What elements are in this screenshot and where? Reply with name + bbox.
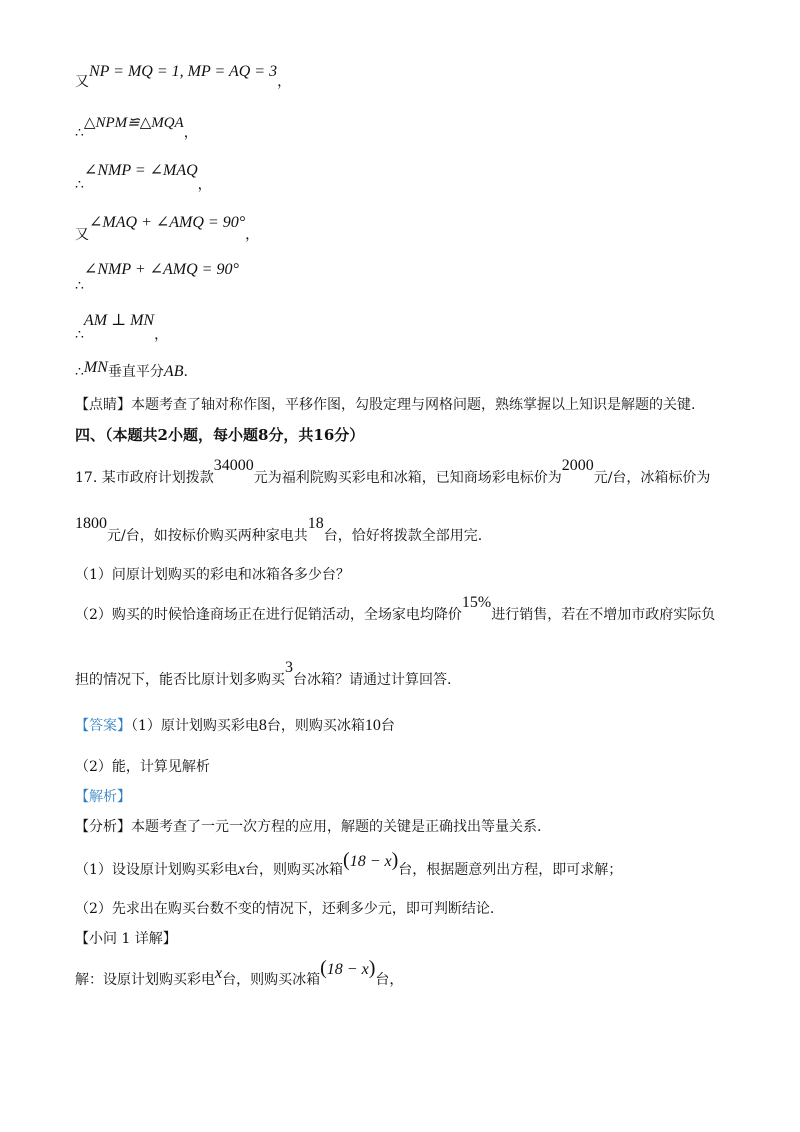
text-span: （1）设设原计划购买彩电 — [75, 862, 238, 878]
number: 10 — [364, 717, 381, 734]
punctuation: ， — [197, 177, 212, 193]
number: 2000 — [561, 457, 594, 474]
sub-heading-text: 【小问 1 详解】 — [75, 931, 177, 947]
math-variable: x — [237, 861, 246, 878]
punctuation: ， — [277, 74, 292, 90]
text-span: 台，则购买冰箱 — [266, 718, 365, 734]
number: 15% — [461, 594, 492, 611]
text-span: （2）购买的时候恰逢商场正在进行促销活动，全场家电均降价 — [75, 607, 462, 623]
proof-line-7 — [75, 359, 188, 380]
analysis-step-1 — [75, 849, 623, 878]
text-span: （2）先求出在购买台数不变的情况下，还剩多少元，即可判断结论. — [75, 901, 495, 917]
number: 1800 — [75, 515, 107, 532]
text-span: 进行销售，若在不增加市政府实际负 — [491, 607, 716, 623]
text-span: （1）问原计划购买的彩电和冰箱各多少台？ — [75, 567, 350, 583]
prefix-text: 又 — [75, 227, 89, 243]
math-expression: ∠NMP + ∠AMQ = 90° — [83, 261, 239, 278]
proof-line-5 — [75, 261, 239, 294]
text-span: （1）原计划购买彩电 — [131, 718, 259, 734]
proof-line-2 — [75, 115, 198, 141]
q17-part-2-cont — [75, 659, 452, 688]
analysis-step-2 — [75, 902, 494, 916]
therefore-symbol: ∴ — [75, 364, 84, 380]
text-span: 台 — [380, 718, 395, 734]
text-span: 台， — [375, 972, 404, 988]
math-expression: NP = MQ = 1, MP = AQ = 3 — [89, 63, 278, 80]
solution-line — [75, 957, 404, 988]
punctuation: ， — [245, 227, 260, 243]
text-span: 解：设原计划购买彩电 — [75, 972, 215, 988]
analysis-label-text: 【解析】 — [75, 789, 131, 805]
section-heading — [75, 428, 364, 443]
math-expression: AB — [163, 363, 184, 380]
analysis-fenxi — [75, 820, 541, 834]
text-span: 垂直平分 — [107, 364, 164, 380]
answer-line-2 — [75, 760, 210, 774]
proof-line-3 — [75, 162, 212, 193]
proof-line-6 — [75, 312, 169, 343]
text-span: 台，恰好将拨款全部用完. — [323, 528, 483, 544]
math-expression: ∠NMP = ∠MAQ — [83, 162, 198, 179]
q17-line-2 — [75, 515, 483, 544]
q17-part-2 — [75, 594, 716, 623]
proof-line-4 — [75, 214, 260, 243]
section-heading-text: 四、（本题共2小题，每小题8分，共16分） — [75, 426, 365, 444]
text-span: 台，根据题意列出方程，即可求解； — [398, 862, 623, 878]
math-expression: 18 − x — [349, 853, 392, 870]
number: 8 — [258, 717, 267, 734]
text-span: 元为福利院购买彩电和冰箱，已知商场彩电标价为 — [253, 470, 562, 486]
text-span: 【分析】本题考查了一元一次方程的应用，解题的关键是正确找出等量关系. — [75, 819, 542, 835]
text-span: 台冰箱？请通过计算回答. — [293, 672, 452, 688]
paren-close: ) — [391, 849, 399, 871]
math-expression: AM ⊥ MN — [83, 312, 155, 329]
paren-open: ( — [343, 849, 350, 871]
math-expression: 18 − x — [326, 961, 369, 978]
math-variable: x — [215, 965, 223, 982]
therefore-symbol: ∴ — [75, 327, 84, 343]
sub-heading — [75, 932, 177, 946]
text-span: 元/台，如按标价购买两种家电共 — [107, 528, 308, 544]
punctuation: ， — [183, 125, 198, 141]
therefore-symbol: ∴ — [75, 278, 84, 294]
answer-label: 【答案】 — [75, 718, 131, 734]
answer-line-1 — [75, 718, 395, 734]
punctuation: ， — [154, 327, 169, 343]
comment-text: 【点睛】本题考查了轴对称作图，平移作图，勾股定理与网格问题，熟练掌握以上知识是解题的关键. — [75, 397, 696, 413]
comment-line — [75, 398, 695, 412]
q17-part-1 — [75, 568, 350, 582]
math-expression: MN — [83, 359, 108, 376]
paren-close: ) — [368, 957, 376, 979]
therefore-symbol: ∴ — [75, 125, 84, 141]
math-expression: ∠MAQ + ∠AMQ = 90° — [89, 214, 246, 231]
analysis-label — [75, 790, 131, 804]
number: 3 — [285, 659, 293, 676]
punctuation: . — [183, 364, 188, 380]
text-span: 台，则购买冰箱 — [222, 972, 321, 988]
number: 18 — [307, 515, 324, 532]
text-span: 担的情况下，能否比原计划多购买 — [75, 672, 285, 688]
text-span: 元/台，冰箱标价为 — [593, 470, 711, 486]
q17-line-1 — [75, 457, 711, 486]
number: 34000 — [213, 457, 254, 474]
math-expression: △NPM≌△MQA — [83, 115, 184, 131]
text-span: 台，则购买冰箱 — [245, 862, 344, 878]
text-span: 17. 某市政府计划拨款 — [75, 470, 214, 486]
text-span: （2）能，计算见解析 — [75, 759, 210, 775]
paren-open: ( — [320, 957, 327, 979]
prefix-text: 又 — [75, 74, 89, 90]
therefore-symbol: ∴ — [75, 177, 84, 193]
proof-line-1 — [75, 63, 292, 90]
